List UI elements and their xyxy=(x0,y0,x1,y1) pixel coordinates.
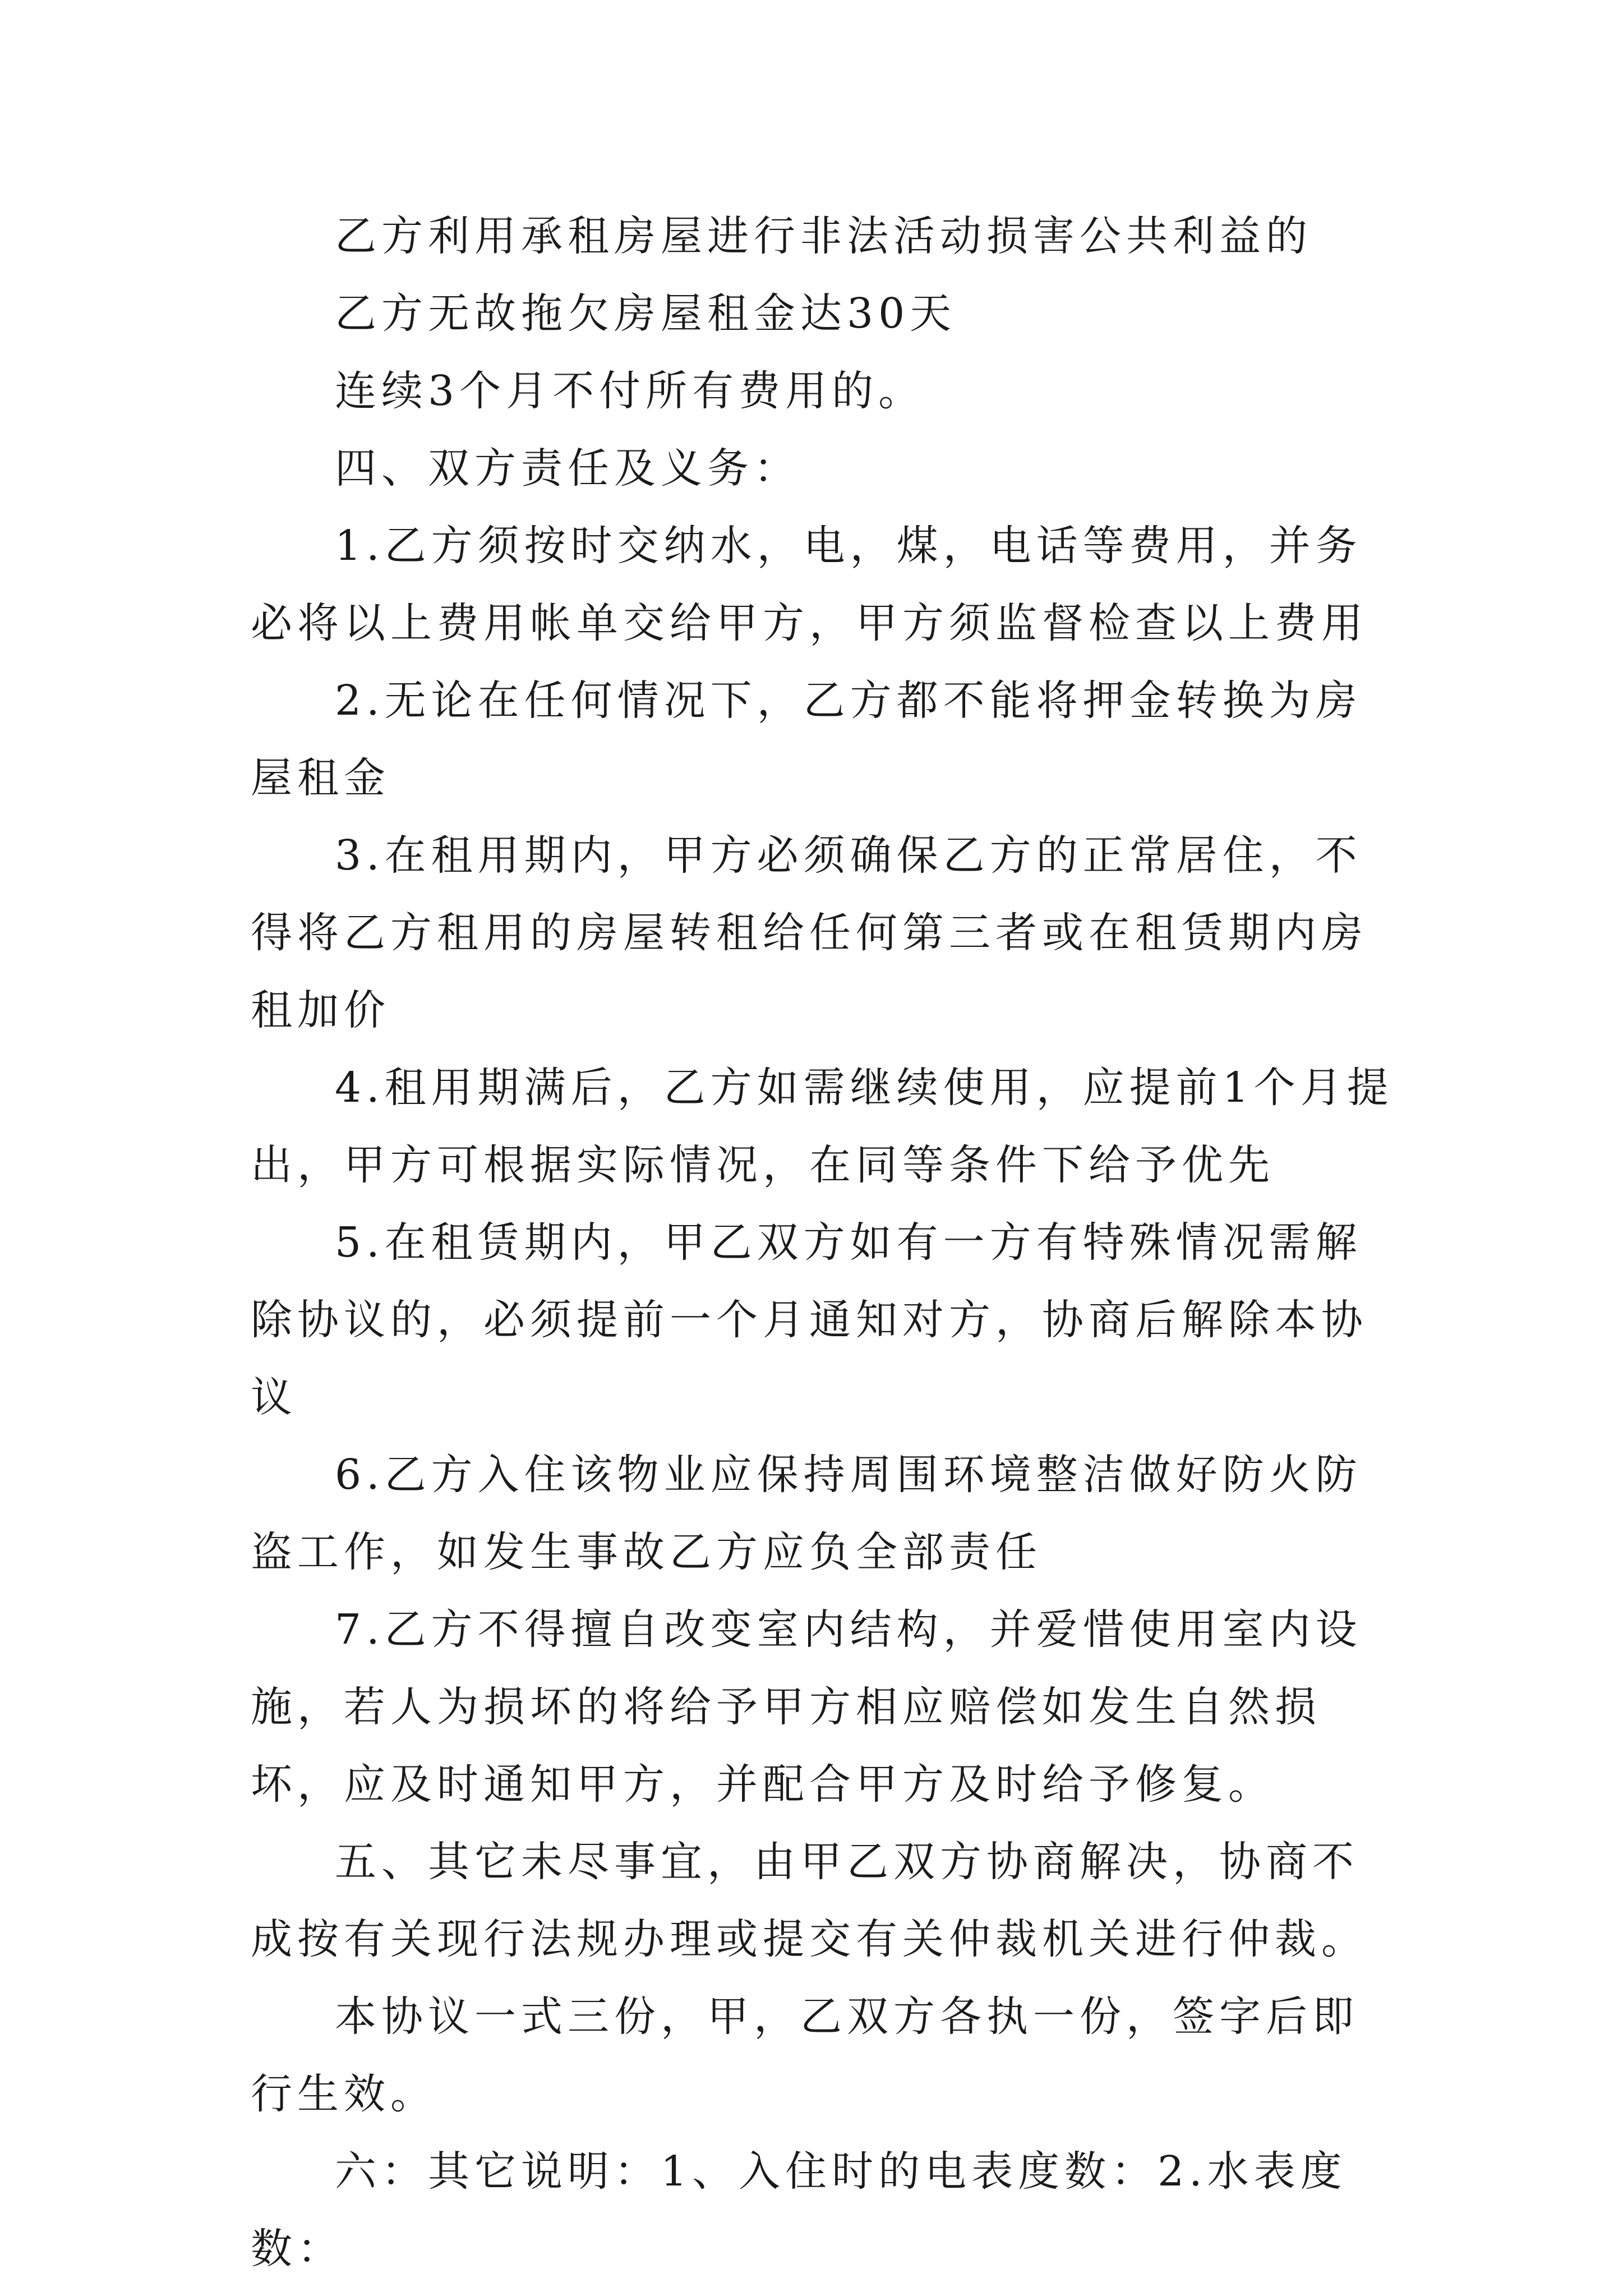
paragraph-copies: 本协议一式三份，甲，乙双方各执一份，签字后即行生效。 xyxy=(251,1993,1359,2118)
document-body xyxy=(251,197,1395,2288)
paragraph-unpaid-fees: 连续3个月不付所有费用的。 xyxy=(335,367,925,415)
clause-2-deposit: 2.无论在任何情况下，乙方都不能将押金转换为房屋租金 xyxy=(251,677,1362,802)
clause-3-residence: 3.在租用期内，甲方必须确保乙方的正常居住，不得将乙方租用的房屋转租给任何第三者或在租赁期内房租加价 xyxy=(251,831,1368,1034)
section-heading-responsibilities: 四、双方责任及义务： xyxy=(335,444,800,493)
section-other-matters: 五、其它未尽事宜，由甲乙双方协商解决，协商不成按有关现行法规办理或提交有关仲裁机关进行仲裁。 xyxy=(251,1838,1368,1963)
clause-6-safety: 6.乙方入住该物业应保持周围环境整洁做好防火防盗工作，如发生事故乙方应负全部责任 xyxy=(251,1451,1362,1576)
clause-4-renewal: 4.租用期满后，乙方如需继续使用，应提前1个月提出，甲方可根据实际情况，在同等条件下给予优先 xyxy=(251,1064,1394,1189)
clause-7-structure: 7.乙方不得擅自改变室内结构，并爱惜使用室内设施，若人为损坏的将给予甲方相应赔偿如发生自然损坏，应及时通知甲方，并配合甲方及时给予修复。 xyxy=(251,1605,1362,1809)
paragraph-rent-arrears: 乙方无故拖欠房屋租金达30天 xyxy=(335,289,957,338)
paragraph-illegal-activity: 乙方利用承租房屋进行非法活动损害公共利益的 xyxy=(335,212,1312,260)
clause-1-utilities: 1.乙方须按时交纳水，电，煤，电话等费用，并务必将以上费用帐单交给甲方，甲方须监督检查以上费用 xyxy=(251,522,1368,647)
clause-5-termination: 5.在租赁期内，甲乙双方如有一方有特殊情况需解除协议的，必须提前一个月通知对方，协商后解除本协议 xyxy=(251,1218,1368,1421)
section-other-notes: 六：其它说明：1、入住时的电表度数：2.水表度数： xyxy=(251,2147,1347,2273)
